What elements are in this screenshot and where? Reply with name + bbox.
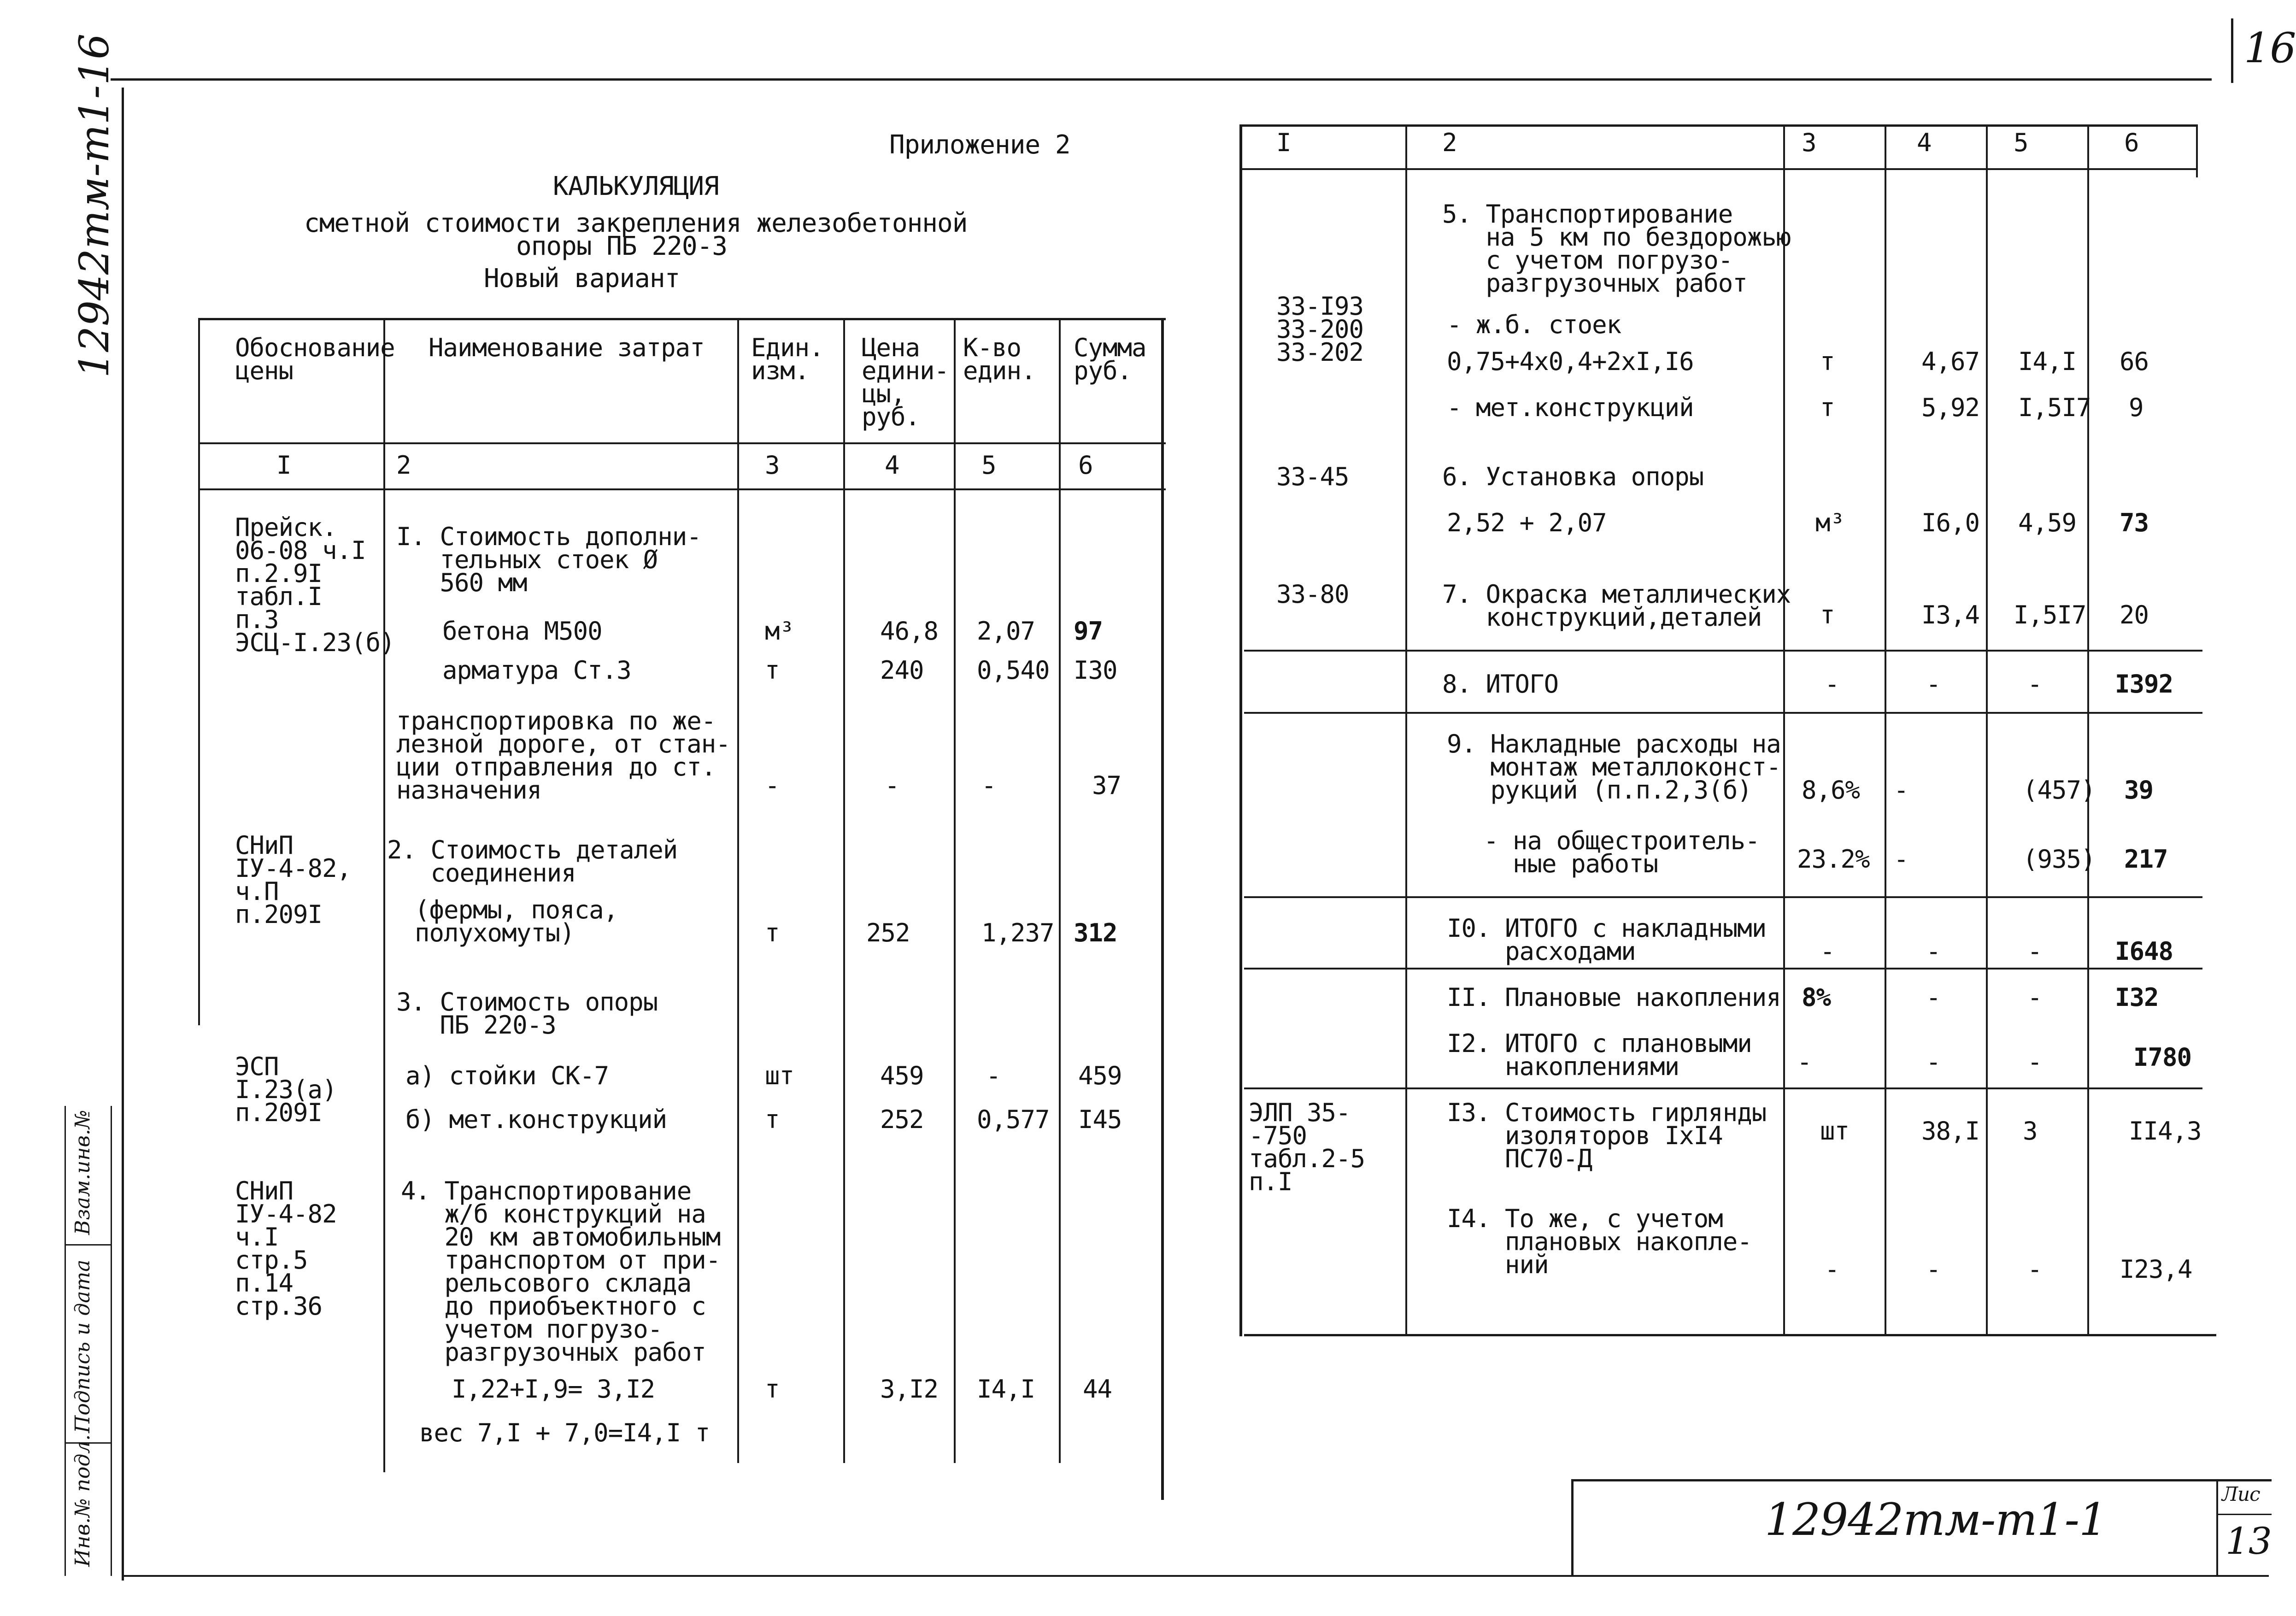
lt-header-name: Наименование затрат xyxy=(429,333,705,362)
lt-vline-1 xyxy=(383,320,385,1472)
rt-row7-sum: 20 xyxy=(2120,600,2149,629)
rt-colnum-5: 5 xyxy=(2014,128,2028,157)
rt-numbers-line xyxy=(1239,168,2198,170)
rt-row10-price: - xyxy=(1926,937,1941,966)
rt-row14-unit: - xyxy=(1825,1255,1839,1284)
rt-vline-4 xyxy=(1986,127,1988,1336)
rt-row10-sum: I648 xyxy=(2115,937,2173,966)
lt-row2a-price: 252 xyxy=(866,918,910,947)
rt-row9-price: - xyxy=(1894,776,1908,805)
top-border xyxy=(111,78,2212,81)
lt-header-unit: Един. изм. xyxy=(751,333,824,385)
lt-row2a-name: (фермы, пояса, полухомуты) xyxy=(415,895,618,947)
lt-row4a-price: 3,I2 xyxy=(880,1375,939,1404)
rt-colnum-6: 6 xyxy=(2124,128,2139,157)
rt-row6a-qty: 4,59 xyxy=(2018,508,2077,537)
doc-subtitle-1: сметной стоимости закрепления железобетонной xyxy=(304,208,968,238)
lt-basis-2: СНиП IУ-4-82, ч.П п.209I xyxy=(235,831,352,929)
doc-title: КАЛЬКУЛЯЦИЯ xyxy=(553,171,719,201)
lt-row1b-sum: I30 xyxy=(1074,656,1117,685)
lt-row3a-qty: - xyxy=(986,1061,1001,1090)
rt-row5a-name: - ж.б. стоек xyxy=(1447,310,1621,339)
lt-row1a-unit: м³ xyxy=(765,617,794,646)
lt-basis-1: Прейск. 06-08 ч.I п.2.9I табл.I п.3 ЭСЦ-I.23(б) xyxy=(235,513,395,657)
lt-row1c-sum: 37 xyxy=(1092,771,1122,800)
binding-strip-right xyxy=(111,1106,112,1576)
rt-colnum-3: 3 xyxy=(1802,128,1816,157)
lt-header-sum: Сумма руб. xyxy=(1074,333,1146,385)
rt-top-line xyxy=(1239,124,2198,127)
rt-row13-basis: ЭЛП 35- -750 табл.2-5 п.I xyxy=(1249,1098,1365,1196)
lt-row1c-unit: - xyxy=(765,771,780,800)
rt-row5b-sum: 66 xyxy=(2120,347,2149,376)
rt-row10-unit: - xyxy=(1820,937,1835,966)
lt-row3b-qty: 0,577 xyxy=(977,1105,1050,1134)
rt-colnum-2: 2 xyxy=(1442,128,1457,157)
lt-colnum-5: 5 xyxy=(981,451,996,480)
rt-row5c-unit: т xyxy=(1820,393,1835,422)
rt-row6-name: 6. Установка опоры xyxy=(1442,462,1704,491)
rt-row10-qty: - xyxy=(2027,937,2042,966)
rt-colnum-1: I xyxy=(1276,128,1291,157)
lt-row1-name: I. Стоимость дополни- тельных стоек Ø 560 мм xyxy=(396,522,701,597)
rt-vline-3 xyxy=(1885,127,1886,1336)
lt-row4a-sum: 44 xyxy=(1083,1375,1112,1404)
rt-row11-unit: 8% xyxy=(1802,983,1831,1012)
rt-row5-name: 5. Транспортирование на 5 км по бездорожью с учетом погрузо- разгрузочных работ xyxy=(1442,200,1791,298)
rt-vline-5 xyxy=(2087,127,2089,1336)
rt-row9b-qty: (935) xyxy=(2023,845,2096,874)
stamp-code: 12942тм-т1-1 xyxy=(1765,1494,2107,1545)
lt-header-price: Цена едини- цы, руб. xyxy=(862,333,949,431)
page-number: 16 xyxy=(2244,24,2296,72)
doc-subtitle-2: опоры ПБ 220-3 xyxy=(516,231,728,261)
rt-row7-price: I3,4 xyxy=(1921,600,1980,629)
rt-row12-name: I2. ИТОГО с плановыми накоплениями xyxy=(1447,1029,1752,1081)
rt-row11-name: II. Плановые накопления xyxy=(1447,983,1781,1012)
rt-row14-qty: - xyxy=(2027,1255,2042,1284)
lt-numbers-line xyxy=(198,488,1166,490)
lt-top-line xyxy=(198,318,1166,320)
rt-row5b-qty: I4,I xyxy=(2018,347,2077,376)
stamp-sheet-number: 13 xyxy=(2226,1520,2272,1563)
rt-row7-basis: 33-80 xyxy=(1276,580,1349,609)
rt-row5c-sum: 9 xyxy=(2129,393,2143,422)
lt-row1a-name: бетона М500 xyxy=(442,617,602,646)
binding-strip-left xyxy=(65,1106,66,1576)
bottom-border xyxy=(122,1575,2269,1577)
rt-row9b-price: - xyxy=(1894,845,1908,874)
rt-row13-unit: шт xyxy=(1820,1117,1850,1146)
lt-vline-5 xyxy=(1059,320,1061,1463)
lt-row2a-qty: 1,237 xyxy=(981,918,1054,947)
lt-row3a-price: 459 xyxy=(880,1061,924,1090)
lt-colnum-1: I xyxy=(276,451,291,480)
rt-row5c-name: - мет.конструкций xyxy=(1447,393,1694,422)
rt-row8-qty: - xyxy=(2027,670,2042,699)
stamp-left-line xyxy=(1571,1479,1574,1576)
top-right-tick xyxy=(2231,18,2233,83)
lt-vline-4 xyxy=(954,320,956,1463)
lt-row1a-price: 46,8 xyxy=(880,617,939,646)
rt-row14-name: I4. То же, с учетом плановых накопле- ний xyxy=(1447,1204,1752,1279)
lt-row3a-name: а) стойки СК-7 xyxy=(405,1061,609,1090)
lt-basis-3: ЭСП I.23(а) п.209I xyxy=(235,1052,337,1127)
rt-line-before-r8 xyxy=(1244,650,2202,652)
lt-header-basis: Обоснование цены xyxy=(235,333,395,385)
lt-row4a-name: I,22+I,9= 3,I2 xyxy=(452,1375,655,1404)
rt-row5b-price: 4,67 xyxy=(1921,347,1980,376)
stamp-top-line xyxy=(1571,1479,2272,1481)
lt-row4b-name: вес 7,I + 7,0=I4,I т xyxy=(419,1418,710,1447)
rt-row9b-unit: 23.2% xyxy=(1797,845,1870,874)
lt-colnum-6: 6 xyxy=(1078,451,1093,480)
lt-header-qty: К-во един. xyxy=(963,333,1036,385)
lt-row3b-name: б) мет.конструкций xyxy=(405,1105,667,1134)
rt-row11-price: - xyxy=(1926,983,1941,1012)
rt-row13-price: 38,I xyxy=(1921,1117,1980,1146)
rt-row6a-price: I6,0 xyxy=(1921,508,1980,537)
lt-vline-2 xyxy=(737,320,739,1463)
rt-row13-qty: 3 xyxy=(2023,1117,2038,1146)
lt-row3b-unit: т xyxy=(765,1105,780,1134)
lt-vline-6 xyxy=(1161,320,1164,1500)
rt-row14-sum: I23,4 xyxy=(2120,1255,2192,1284)
rt-row6a-unit: м³ xyxy=(1815,508,1845,537)
rt-row6a-name: 2,52 + 2,07 xyxy=(1447,508,1607,537)
lt-row3b-price: 252 xyxy=(880,1105,924,1134)
rt-row12-qty: - xyxy=(2027,1047,2042,1076)
rt-vline-1 xyxy=(1405,127,1407,1336)
lt-row3-name: 3. Стоимость опоры ПБ 220-3 xyxy=(396,987,658,1040)
stamp-sheet-div xyxy=(2216,1514,2272,1515)
rt-row8-name: 8. ИТОГО xyxy=(1442,670,1559,699)
lt-vline-3 xyxy=(843,320,845,1463)
rt-row6a-sum: 73 xyxy=(2120,508,2149,537)
lt-row4a-unit: т xyxy=(765,1375,780,1404)
rt-row5c-qty: I,5I7 xyxy=(2018,393,2091,422)
rt-row5c-price: 5,92 xyxy=(1921,393,1980,422)
rt-row7-qty: I,5I7 xyxy=(2014,600,2086,629)
lt-row1b-price: 240 xyxy=(880,656,924,685)
rt-row8-price: - xyxy=(1926,670,1941,699)
rt-row13-sum: II4,3 xyxy=(2129,1117,2202,1146)
rt-row10-name: I0. ИТОГО с накладными расходами xyxy=(1447,914,1767,966)
rt-row13-name: I3. Стоимость гирлянды изоляторов IхI4 ПС70-Д xyxy=(1447,1098,1767,1173)
lt-row1a-sum: 97 xyxy=(1074,617,1103,646)
lt-colnum-3: 3 xyxy=(765,451,780,480)
appendix-label: Приложение 2 xyxy=(889,130,1070,160)
rt-vline-0 xyxy=(1239,127,1242,1336)
rt-row9b-name: - на общестроитель- ные работы xyxy=(1484,826,1760,878)
lt-row1a-qty: 2,07 xyxy=(977,617,1035,646)
rt-row7-unit: т xyxy=(1820,600,1835,629)
rt-row14-price: - xyxy=(1926,1255,1941,1284)
rt-line-after-r9 xyxy=(1244,896,2202,898)
lt-row2a-unit: т xyxy=(765,918,780,947)
rt-row5b-name: 0,75+4х0,4+2хI,I6 xyxy=(1447,347,1694,376)
lt-colnum-4: 4 xyxy=(885,451,899,480)
lt-header-line xyxy=(198,442,1166,444)
stamp-sheet-line xyxy=(2216,1479,2218,1576)
rt-row11-sum: I32 xyxy=(2115,983,2159,1012)
lt-vline-0 xyxy=(198,320,200,1025)
stamp-sheet-label: Лис xyxy=(2222,1483,2260,1505)
lt-row4a-qty: I4,I xyxy=(977,1375,1035,1404)
rt-row8-unit: - xyxy=(1825,670,1839,699)
lt-row1c-name: транспортировка по же- лезной дороге, от стан- ции отправления до ст. назначения xyxy=(396,706,730,805)
rt-line-after-r12 xyxy=(1244,1087,2202,1089)
rt-row12-sum: I780 xyxy=(2133,1043,2192,1072)
rt-row8-sum: I392 xyxy=(2115,670,2173,699)
binding-label-sign: Подпись и дата xyxy=(71,1259,94,1433)
rt-row9-qty: (457) xyxy=(2023,776,2096,805)
binding-label-inv: Инв.№ подл. xyxy=(71,1434,94,1567)
rt-line-after-r8 xyxy=(1244,712,2202,714)
lt-row1b-name: арматура Ст.3 xyxy=(442,656,631,685)
lt-row3a-unit: шт xyxy=(765,1061,794,1090)
lt-row3b-sum: I45 xyxy=(1078,1105,1122,1134)
rt-vline-6 xyxy=(2196,127,2198,177)
rt-row6-basis: 33-45 xyxy=(1276,462,1349,491)
lt-row1c-price: - xyxy=(885,771,899,800)
binding-div-2 xyxy=(65,1244,111,1246)
lt-row2a-sum: 312 xyxy=(1074,918,1117,947)
rt-row9-unit: 8,6% xyxy=(1802,776,1860,805)
rt-bottom-line xyxy=(1244,1334,2216,1336)
rt-colnum-4: 4 xyxy=(1917,128,1932,157)
lt-row2-name: 2. Стоимость деталей соединения xyxy=(387,835,678,887)
binding-label-replace: Взам.инв.№ xyxy=(71,1110,94,1235)
rt-row12-unit: - xyxy=(1797,1047,1812,1076)
rt-row9-sum: 39 xyxy=(2124,776,2154,805)
doc-variant: Новый вариант xyxy=(484,264,680,294)
rt-row5-basis: 33-I93 33-200 33-202 xyxy=(1276,292,1364,367)
rt-row9-name: 9. Накладные расходы на монтаж металлоконст- рукций (п.п.2,3(б) xyxy=(1447,729,1781,805)
side-code: 12942тм-т1-16 xyxy=(70,33,118,378)
lt-basis-4: СНиП IУ-4-82 ч.I стр.5 п.14 стр.36 xyxy=(235,1176,337,1321)
lt-row1c-qty: - xyxy=(981,771,996,800)
lt-row1b-qty: 0,540 xyxy=(977,656,1050,685)
lt-row1b-unit: т xyxy=(765,656,780,685)
rt-line-after-r10 xyxy=(1244,968,2202,970)
rt-row5b-unit: т xyxy=(1820,347,1835,376)
lt-row3a-sum: 459 xyxy=(1078,1061,1122,1090)
lt-row4-name: 4. Транспортирование ж/б конструкций на 20 км автомобильным транспортом от при- рельсового склада до приобъектного с учетом погрузо- разгрузочных работ xyxy=(401,1176,721,1367)
rt-row12-price: - xyxy=(1926,1047,1941,1076)
rt-row11-qty: - xyxy=(2027,983,2042,1012)
lt-colnum-2: 2 xyxy=(396,451,411,480)
rt-row9b-sum: 217 xyxy=(2124,845,2168,874)
rt-vline-2 xyxy=(1783,127,1785,1336)
left-border xyxy=(122,88,124,1581)
rt-row7-name: 7. Окраска металлических конструкций,деталей xyxy=(1442,580,1791,632)
